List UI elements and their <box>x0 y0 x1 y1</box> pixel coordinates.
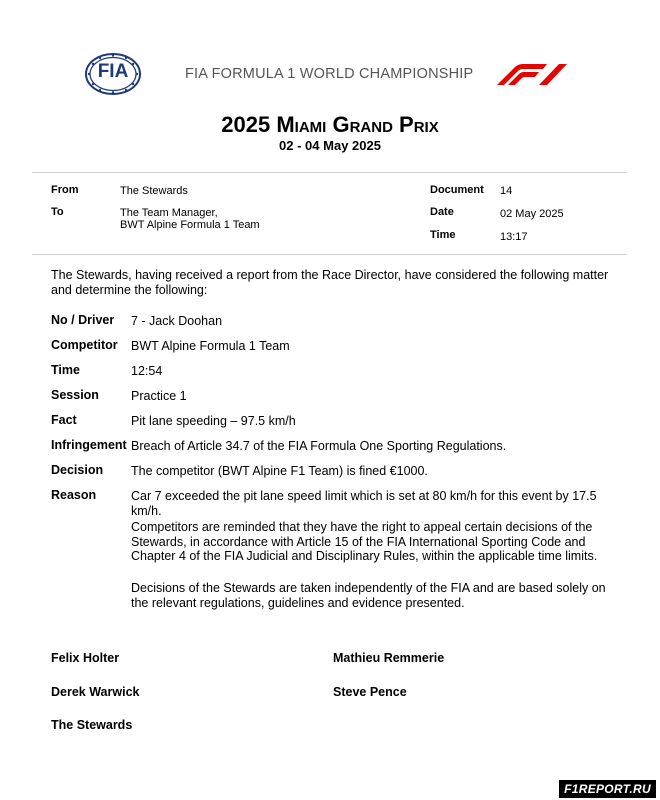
session-value: Practice 1 <box>131 389 187 403</box>
session-label: Session <box>51 388 99 402</box>
top-divider <box>32 172 627 173</box>
f1-logo-icon <box>495 63 575 87</box>
infringement-label: Infringement <box>51 438 127 452</box>
incident-time-value: 12:54 <box>131 364 163 378</box>
steward-name-4: Steve Pence <box>333 685 407 699</box>
event-dates: 02 - 04 May 2025 <box>279 138 381 153</box>
event-name: Miami Grand Prix <box>276 112 439 137</box>
reason-label: Reason <box>51 488 97 502</box>
intro-paragraph: The Stewards, having received a report from the Race Director, have considered the following matter and determine the following: <box>51 268 609 297</box>
competitor-value: BWT Alpine Formula 1 Team <box>131 339 290 353</box>
reason-value: Car 7 exceeded the pit lane speed limit which is set at 80 km/h for this event by 17.5 km/h. <box>131 489 597 518</box>
driver-value: 7 - Jack Doohan <box>131 314 223 328</box>
document-label: Document <box>430 184 484 196</box>
from-value: The Stewards <box>120 185 188 197</box>
competitor-label: Competitor <box>51 338 118 352</box>
meta-divider <box>32 254 627 255</box>
appeal-notice: Competitors are reminded that they have the right to appeal certain decisions of the Stewards, in accordance with Article 15 of the FIA International Sporting Code and Chapter 4 of the FIA Judicial and Disciplinary Rules, within the applicable time limits. <box>131 520 598 563</box>
document-value: 14 <box>500 185 513 197</box>
independence-notice: Decisions of the Stewards are taken independently of the FIA and are based solely on the relevant regulations, guidelines and evidence presented. <box>131 581 606 610</box>
steward-name-2: Mathieu Remmerie <box>333 651 445 665</box>
fact-label: Fact <box>51 413 77 427</box>
fact-value: Pit lane speeding – 97.5 km/h <box>131 414 296 428</box>
decision-label: Decision <box>51 463 104 477</box>
time-label: Time <box>430 229 456 241</box>
fia-logo <box>84 52 142 96</box>
time-value: 13:17 <box>500 231 528 243</box>
to-value-line2: BWT Alpine Formula 1 Team <box>120 219 260 231</box>
driver-label: No / Driver <box>51 313 115 327</box>
steward-name-3: Derek Warwick <box>51 685 140 699</box>
watermark: F1REPORT.RU <box>559 780 656 798</box>
from-label: From <box>51 184 79 196</box>
steward-name-1: Felix Holter <box>51 651 120 665</box>
championship-title: FIA FORMULA 1 WORLD CHAMPIONSHIP <box>185 66 474 82</box>
event-year: 2025 <box>221 112 271 137</box>
to-value-line1: The Team Manager, <box>120 207 218 219</box>
decision-value: The competitor (BWT Alpine F1 Team) is fined €1000. <box>131 464 428 478</box>
stewards-closing: The Stewards <box>51 718 133 732</box>
fia-logo-text: FIA <box>97 61 129 82</box>
infringement-value: Breach of Article 34.7 of the FIA Formula One Sporting Regulations. <box>131 439 507 453</box>
incident-time-label: Time <box>51 363 80 377</box>
event-title <box>0 112 660 138</box>
date-value: 02 May 2025 <box>500 208 564 220</box>
to-label: To <box>51 206 64 218</box>
date-label: Date <box>430 206 454 218</box>
